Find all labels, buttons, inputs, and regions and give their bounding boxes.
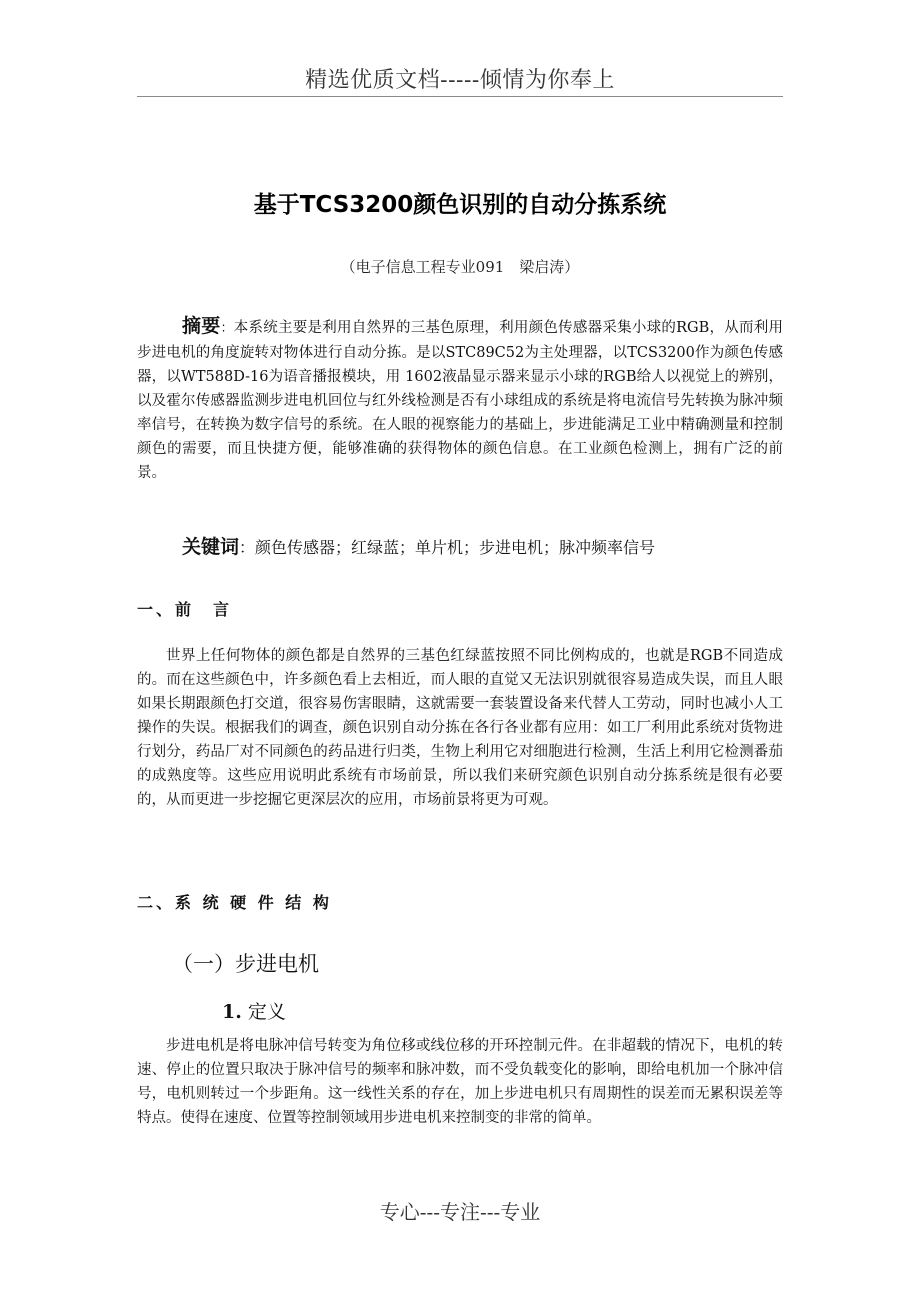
keywords-label: 关键词: [182, 536, 240, 558]
subsection-heading-stepper: （一）步进电机: [172, 952, 319, 976]
abstract-text: 本系统主要是利用自然界的三基色原理，利用颜色传感器采集小球的RGB，从而利用步进电机的角度旋转对物体进行自动分拣。是以STC89C52为主处理器，以TCS3200作为颜色传感器，以WT588D-16为语音播报模块，用 1602液晶显示器来显示小球的RGB给人以视觉上的辨别，以及霍尔传感器监测步进电机回位与红外线检测是否有小球组成的系统是将电流信号先转换为脉冲频率信号，在转换为数字信号的系统。在人眼的视察能力的基础上，步进能满足工业中精确测量和控制颜色的需要，而且快捷方便，能够准确的获得物体的颜色信息。在工业颜色检测上，拥有广泛的前景。: [137, 320, 783, 481]
abstract-block: [137, 314, 783, 485]
author-line: （电子信息工程专业091 梁启涛）: [340, 258, 580, 276]
document-title: 基于TCS3200颜色识别的自动分拣系统: [253, 192, 667, 218]
subsubsection-title: 定义: [247, 1001, 286, 1023]
header-divider: [137, 96, 783, 97]
subsubsection-number: 1.: [222, 1001, 242, 1023]
abstract-colon: ：: [220, 321, 234, 336]
preface-paragraph: 世界上任何物体的颜色都是自然界的三基色红绿蓝按照不同比例构成的，也就是RGB不同造成的。而在这些颜色中，许多颜色看上去相近，而人眼的直觉又无法识别就很容易造成失误，而且人眼如果长期跟颜色打交道，很容易伤害眼睛，这就需要一套装置设备来代替人工劳动，同时也减小人工操作的失误。根据我们的调查，颜色识别自动分拣在各行各业都有应用：如工厂利用此系统对货物进行划分，药品厂对不同颜色的药品进行归类，生物上利用它对细胞进行检测，生活上利用它检测番茄的成熟度等。这些应用说明此系统有市场前景，所以我们来研究颜色识别自动分拣系统是很有必要的，从而更进一步挖掘它更深层次的应用，市场前景将更为可观。: [137, 648, 783, 808]
section-heading-hardware: 二、系 统 硬 件 结 构: [137, 893, 332, 912]
keywords-text: ：颜色传感器；红绿蓝；单片机；步进电机；脉冲频率信号: [239, 538, 656, 557]
page-footer: 专心---专注---专业: [379, 1200, 541, 1224]
subsubsection-heading-definition: [222, 997, 286, 1024]
definition-paragraph: 步进电机是将电脉冲信号转变为角位移或线位移的开环控制元件。在非超载的情况下，电机的转速、停止的位置只取决于脉冲信号的频率和脉冲数，而不受负载变化的影响，即给电机加一个脉冲信号，电机则转过一个步距角。这一线性关系的存在，加上步进电机只有周期性的误差而无累积误差等特点。使得在速度、位置等控制领域用步进电机来控制变的非常的简单。: [137, 1038, 783, 1126]
page-header: 精选优质文档-----倾情为你奉上: [305, 68, 615, 93]
keywords-block: [182, 532, 802, 559]
section-heading-preface: 一、前 言: [137, 600, 233, 619]
abstract-label: 摘要: [182, 315, 221, 337]
